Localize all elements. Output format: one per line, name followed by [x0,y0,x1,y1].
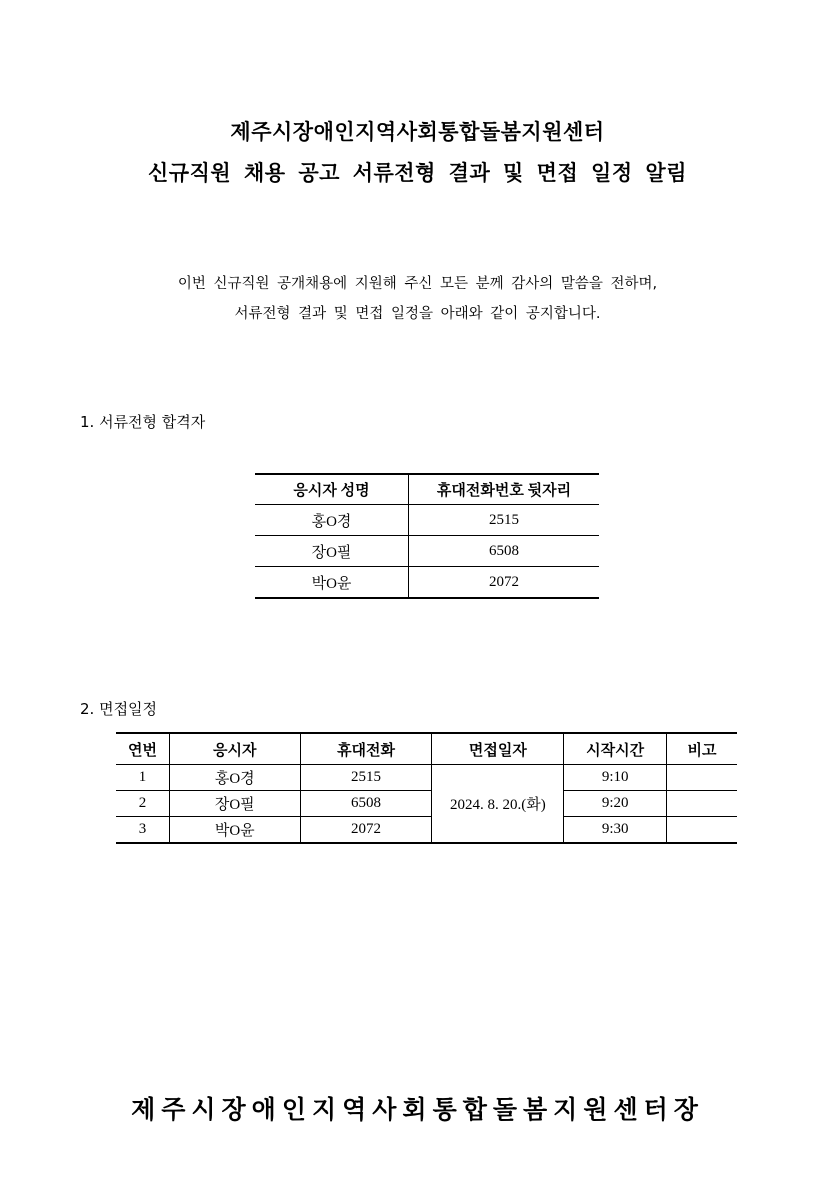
interview-schedule-table [116,732,737,844]
phone-last-digits: 2515 [409,505,600,536]
phone-last-digits: 6508 [409,536,600,567]
remarks [667,765,737,791]
column-header-name: 응시자 성명 [255,474,409,505]
table-row [116,791,737,817]
table-row [116,765,737,791]
applicant-name: 홍O경 [255,505,409,536]
phone-last-digits: 2072 [300,817,432,844]
applicant-name: 장O필 [255,536,409,567]
applicant-name: 박O윤 [169,817,300,844]
intro-line-1: 이번 신규직원 공개채용에 지원해 주신 모든 분께 감사의 말씀을 전하며, [177,276,658,292]
column-header-number: 연번 [116,733,169,765]
signature: 제주시장애인지역사회통합돌봄지원센터장 [131,1095,704,1124]
column-header-remarks: 비고 [667,733,737,765]
table-header-row [116,733,737,765]
table-row [116,817,737,844]
table-row [255,505,599,536]
applicant-name: 홍O경 [169,765,300,791]
column-header-phone: 휴대전화 [300,733,432,765]
applicant-name: 장O필 [169,791,300,817]
intro-line-2: 서류전형 결과 및 면접 일정을 아래와 같이 공지합니다. [234,306,601,322]
table-row [255,567,599,599]
start-time: 9:10 [564,765,667,791]
applicant-name: 박O윤 [255,567,409,599]
remarks [667,817,737,844]
document-pass-table [255,473,599,599]
table-header-row [255,474,599,505]
start-time: 9:30 [564,817,667,844]
interview-date: 2024. 8. 20.(화) [432,765,564,844]
phone-last-digits: 2515 [300,765,432,791]
page-subtitle: 신규직원 채용 공고 서류전형 결과 및 면접 일정 알림 [148,161,687,185]
row-number: 1 [116,765,169,791]
section-interview-schedule-heading: 2. 면접일정 [80,700,158,718]
page-title: 제주시장애인지역사회통합돌봄지원센터 [230,120,605,144]
column-header-start-time: 시작시간 [564,733,667,765]
column-header-interview-date: 면접일자 [432,733,564,765]
phone-last-digits: 6508 [300,791,432,817]
table-row [255,536,599,567]
start-time: 9:20 [564,791,667,817]
row-number: 2 [116,791,169,817]
remarks [667,791,737,817]
section-document-pass-heading: 1. 서류전형 합격자 [80,413,206,431]
column-header-applicant: 응시자 [169,733,300,765]
column-header-phone: 휴대전화번호 뒷자리 [409,474,600,505]
row-number: 3 [116,817,169,844]
phone-last-digits: 2072 [409,567,600,599]
